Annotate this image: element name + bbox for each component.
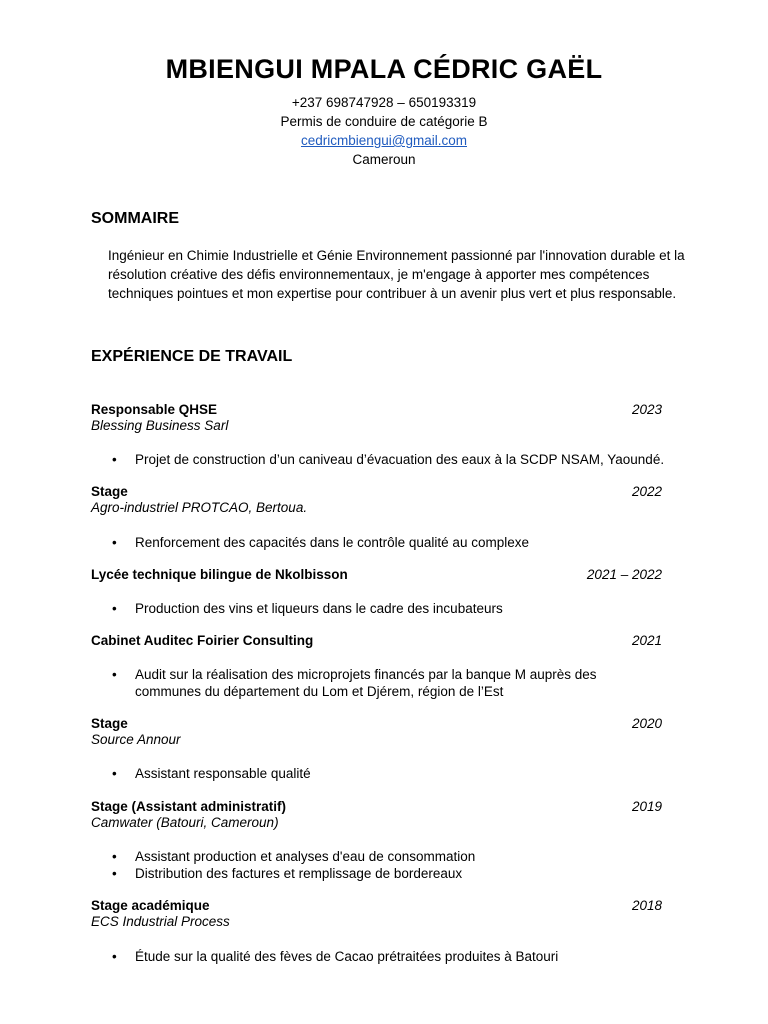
entry-date: 2022 <box>631 484 662 499</box>
entry-bullets <box>110 948 710 965</box>
entry-role: Cabinet Auditec Foirier Consulting <box>91 633 314 648</box>
entry-organization: Agro-industriel PROTCAO, Bertoua. <box>91 500 308 515</box>
list-item: • Distribution des factures et remplissage de bordereaux <box>110 865 710 882</box>
experience-entry <box>91 898 662 930</box>
list-item: • Audit sur la réalisation des microprojets financés par la banque M auprès des communes du département du Lom et Djérem, région de l’Est <box>110 666 600 700</box>
list-item: • Assistant production et analyses d'eau de consommation <box>110 848 710 865</box>
entry-role: Stage <box>91 716 128 731</box>
list-item: • Renforcement des capacités dans le contrôle qualité au complexe <box>110 534 710 551</box>
entry-organization: Source Annour <box>91 732 181 747</box>
phone-number: +237 698747928 – 650193319 <box>291 95 477 110</box>
country: Cameroun <box>352 152 416 167</box>
entry-date: 2020 <box>631 716 662 731</box>
summary-text: Ingénieur en Chimie Industrielle et Génie Environnement passionné par l'innovation durable et la résolution créative des défis environnementaux, je m'engage à apporter mes compétences techniques pointues et mon expertise pour contribuer à un avenir plus vert et plus responsable. <box>108 248 685 301</box>
contact-block <box>0 93 768 169</box>
entry-organization: Camwater (Batouri, Cameroun) <box>91 815 279 830</box>
entry-bullets <box>110 765 710 782</box>
experience-entry <box>91 567 662 583</box>
candidate-name: MBIENGUI MPALA CÉDRIC GAËL <box>165 54 603 84</box>
entry-date: 2021 <box>631 633 662 648</box>
entry-bullets <box>110 666 600 700</box>
entry-date: 2021 – 2022 <box>586 567 662 582</box>
entry-date: 2023 <box>631 402 662 417</box>
experience-entry <box>91 402 662 434</box>
entry-role: Responsable QHSE <box>91 402 218 417</box>
list-item: • Étude sur la qualité des fèves de Cacao prétraitées produites à Batouri <box>110 948 710 965</box>
summary-heading: SOMMAIRE <box>91 210 179 227</box>
entry-bullets <box>110 534 710 551</box>
entry-role: Stage (Assistant administratif) <box>91 799 287 814</box>
experience-entry <box>91 799 662 831</box>
entry-bullets <box>110 848 710 882</box>
entry-organization: ECS Industrial Process <box>91 914 230 929</box>
experience-heading: EXPÉRIENCE DE TRAVAIL <box>91 348 293 365</box>
entry-role: Stage académique <box>91 898 210 913</box>
email-link[interactable]: cedricmbiengui@gmail.com <box>300 133 467 148</box>
experience-entry <box>91 716 662 748</box>
entry-bullets <box>110 451 710 468</box>
list-item: • Assistant responsable qualité <box>110 765 710 782</box>
entry-bullets <box>110 600 710 617</box>
driving-license: Permis de conduire de catégorie B <box>280 114 488 129</box>
entry-date: 2018 <box>631 898 662 913</box>
list-item: • Production des vins et liqueurs dans le cadre des incubateurs <box>110 600 710 617</box>
entry-role: Stage <box>91 484 128 499</box>
entry-date: 2019 <box>631 799 662 814</box>
entry-organization: Blessing Business Sarl <box>91 418 229 433</box>
experience-entry <box>91 633 662 649</box>
list-item: • Projet de construction d’un caniveau d’évacuation des eaux à la SCDP NSAM, Yaoundé. <box>110 451 710 468</box>
entry-role: Lycée technique bilingue de Nkolbisson <box>91 567 348 582</box>
experience-entry <box>91 484 662 516</box>
